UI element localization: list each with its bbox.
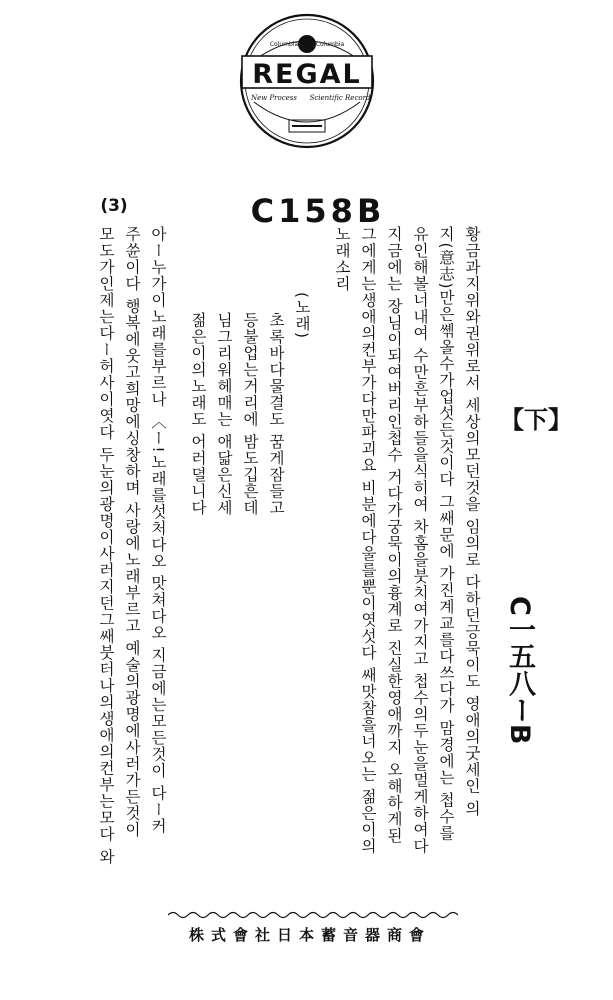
closing-line: 모도가인제는다ー허사이엿다 두눈의광명이사러지던그쌔붓터나의생애의컨부는모다 와 <box>97 226 115 865</box>
brand-name: REGAL <box>252 59 362 90</box>
sub-right-text: Scientific Record <box>309 94 371 102</box>
vertical-text-block <box>80 226 485 888</box>
lyric-line: 젊은이의노래도 어러뎔니다 <box>189 312 207 516</box>
badge-right-text: Columbia <box>315 41 345 48</box>
decorative-wavy-rule <box>168 910 458 920</box>
narration-line: 황금과지위와권위로서 세상의모던것을 임의로 다하던긍묵이도 영애의굿세인 의 <box>463 226 481 817</box>
company-name: 株式會社日本蓄音器商會 <box>188 926 431 944</box>
lyric-line: 초록바다물결도 꿈게잠들고 <box>267 312 285 516</box>
part-number: (3) <box>100 196 128 216</box>
badge-left-text: Columbia <box>269 41 299 48</box>
side-catalog-code: C一五八ーB <box>504 596 535 745</box>
closing-line: 아ー누가이노래를부르나 〈ー!노래를섯처다오 맛쳐다오 지금에는모든것이 다ー커 <box>149 226 167 835</box>
narration-line: 지금에는 장님이되여버리인첩수 거다가궁묵이의흉계로 진실한영애까지 오해하게된 <box>385 226 403 844</box>
lyric-line: 님그리워헤매는 애닯은신세 <box>215 312 233 516</box>
song-label: (노래) <box>293 292 311 340</box>
narration-line: 유인해볼너내여 수만흔부하들을식히여 차홈을붓치여가지고 첩수의두눈을멀게하여다 <box>411 226 429 855</box>
part-marker-lower: 【下】 <box>500 406 572 434</box>
narration-line: 노래소리 <box>333 226 351 292</box>
closing-line: 주쓘이다 행복에웃고희망에싱창하며 사랑에노래부르고 예술의광명에사러가든것이 <box>123 226 141 838</box>
record-number: C158B <box>250 192 386 230</box>
sub-left-text: New Process <box>250 94 298 102</box>
narration-line: 지(意志)만은쎾올수가업섯든것이다 그쌔문에 가진계교를다쓰다가 맘경에는 첩수를 <box>437 226 455 842</box>
narration-line: 그에게는생애의컨부가다만파괴요 비분에다울를뿐이엿섯다 쌔맛참흘너오는 젊은이의 <box>359 226 377 855</box>
regal-label-logo <box>232 10 382 152</box>
lyric-line: 등불업는거리에 밤도깁흔데 <box>241 312 259 516</box>
